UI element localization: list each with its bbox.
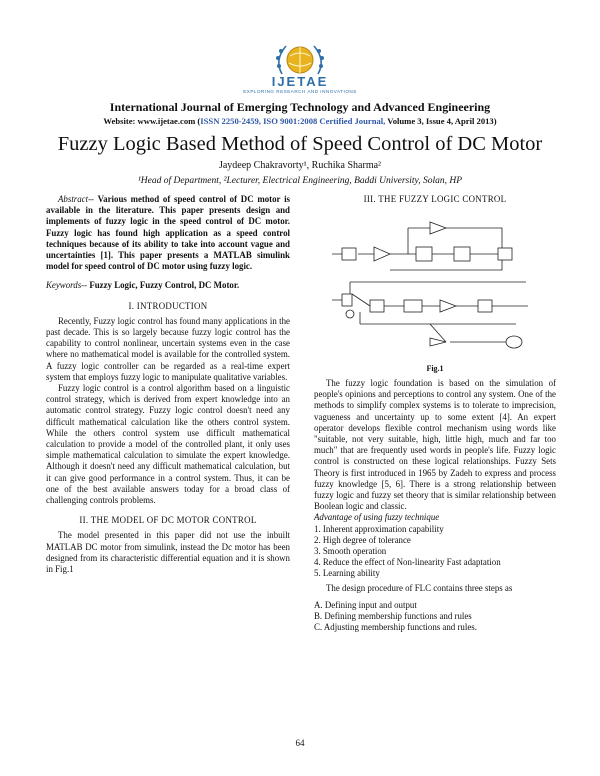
list-item: A. Defining input and output — [314, 599, 417, 610]
section-heading-introduction: I. INTRODUCTION — [128, 300, 208, 311]
diagram-line — [350, 282, 526, 298]
keywords-text: Fuzzy Logic, Fuzzy Control, DC Motor. — [87, 280, 240, 291]
diagram-block — [478, 300, 492, 312]
fuzzy-paragraph-1: The fuzzy logic foundation is based on the simulation of people's opinions and perceptions to control any system. One of the methods to simplify complex systems is to tolerate to imprecision, vagueness and uncertainty up to some extent [4]. An expert operator develops flexible control mechanism using words like "suitable, not very suitable, high, little high, much and far too much" that are frequently used words in people's life. Fuzzy logic control is constructed on these logical relationships. Fuzzy Sets Theory is first introduced in 1965 by Zadeh to express and process fuzzy knowledge [5, 6]. There is a strong relationship between fuzzy logic and fuzzy set theory that is similar relationship between Boolean logic and classic. — [314, 378, 556, 512]
section-heading-model: II. THE MODEL OF DC MOTOR CONTROL — [79, 515, 257, 526]
abstract-label: Abstract-- — [58, 194, 94, 204]
design-steps-list — [314, 600, 556, 634]
diagram-block — [430, 222, 446, 234]
advantages-list — [314, 524, 556, 580]
fuzzy-section-header — [314, 194, 556, 204]
diagram-block — [416, 247, 432, 261]
logo-tagline: EXPLORING RESEARCH AND INNOVATIONS — [243, 89, 357, 94]
diagram-block — [342, 248, 356, 260]
diagram-block — [506, 336, 522, 348]
diagram-block — [404, 300, 422, 312]
diagram-block — [374, 247, 390, 261]
diagram-block — [370, 300, 384, 312]
model-paragraph-1: The model presented in this paper did not use the inbuilt MATLAB DC motor from simulink, instead the Dc motor has been designed from its characteristic differential equation and it is shown in Fig.1 — [46, 530, 290, 575]
diagram-line — [430, 324, 506, 342]
intro-paragraph-2: Fuzzy logic control is a control algorithm based on a linguistic control strategy, which is derived from expert knowledge into an automatic control strategy. Fuzzy logic control doesn't need any difficult mathematical calculation like the others control system. While the others control system use difficult mathematical calculation to provide a model of the controlled plant, it only uses simple mathematical calculation to simulate the expert knowledge. Although it doesn't need any difficult mathematical calculation, but it can give good performance in a control system. Thus, it can be one of the best available answers today for a broad class of challenging controls problems. — [46, 383, 290, 506]
list-item: 2. High degree of tolerance — [314, 534, 411, 545]
list-item: C. Adjusting membership functions and rules. — [314, 622, 477, 633]
keywords-label: Keywords-- — [46, 280, 88, 291]
list-item: 5. Learning ability — [314, 568, 380, 579]
diagram-line — [360, 312, 516, 324]
website-suffix: Volume 3, Issue 4, April 2013) — [385, 116, 497, 126]
list-item: 4. Reduce the effect of Non-linearity Fast adaptation — [314, 557, 501, 568]
abstract — [46, 194, 290, 272]
diagram-block — [454, 247, 470, 261]
logo-name: IJETAE — [271, 74, 329, 89]
diagram-block — [498, 248, 512, 260]
design-intro: The design procedure of FLC contains three steps as — [326, 582, 513, 593]
intro-paragraph-1: Recently, Fuzzy logic control has found many applications in the past decade. This is so largely because fuzzy logic control has the capability to control nonlinear, uncertain systems even in the case where no mathematical model is available for the controlled system. A fuzzy logic controller can be regarded as a real-time expert system that employs fuzzy logic to manipulate qualitative variables. — [46, 315, 290, 382]
diagram-block — [440, 300, 456, 312]
website-prefix: Website: www.ijetae.com ( — [103, 116, 201, 126]
page-number: 64 — [295, 738, 305, 748]
right-column — [314, 378, 556, 633]
abstract-text: Various method of speed control of DC motor is available in the literature. This paper presents design and implements of fuzzy logic in the speed control of DC motor. Fuzzy logic has found high application as a speed control techniques because of its ability to take into account vague and uncertainties [1]. This paper presents a MATLAB simulink model for speed control of DC motor using fuzzy logic. — [46, 194, 290, 272]
diagram-block — [342, 294, 352, 306]
journal-name: International Journal of Emerging Technology and Advanced Engineering — [109, 100, 491, 114]
left-column — [46, 194, 290, 575]
diagram-line — [332, 294, 528, 306]
advantages-heading: Advantage of using fuzzy technique — [314, 512, 440, 523]
issn-link[interactable]: ISSN 2250-2459, ISO 9001:2008 Certified Journal, — [200, 116, 386, 126]
journal-website — [0, 116, 600, 126]
section-heading-fuzzy: III. THE FUZZY LOGIC CONTROL — [363, 194, 507, 204]
diagram-block — [346, 310, 354, 318]
diagram-line — [390, 228, 502, 270]
list-item: 1. Inherent approximation capability — [314, 523, 444, 534]
figure-caption: Fig.1 — [426, 364, 444, 373]
keywords — [46, 280, 290, 291]
list-item: B. Defining membership functions and rules — [314, 611, 472, 622]
list-item: 3. Smooth operation — [314, 546, 387, 557]
paper-authors: Jaydeep Chakravorty¹, Ruchika Sharma² — [218, 160, 382, 171]
simulink-diagram — [330, 214, 530, 364]
paper-affiliation: ¹Head of Department, ²Lecturer, Electrical Engineering, Baddi University, Solan, HP — [137, 176, 463, 186]
paper-title: Fuzzy Logic Based Method of Speed Control of DC Motor — [57, 133, 543, 155]
